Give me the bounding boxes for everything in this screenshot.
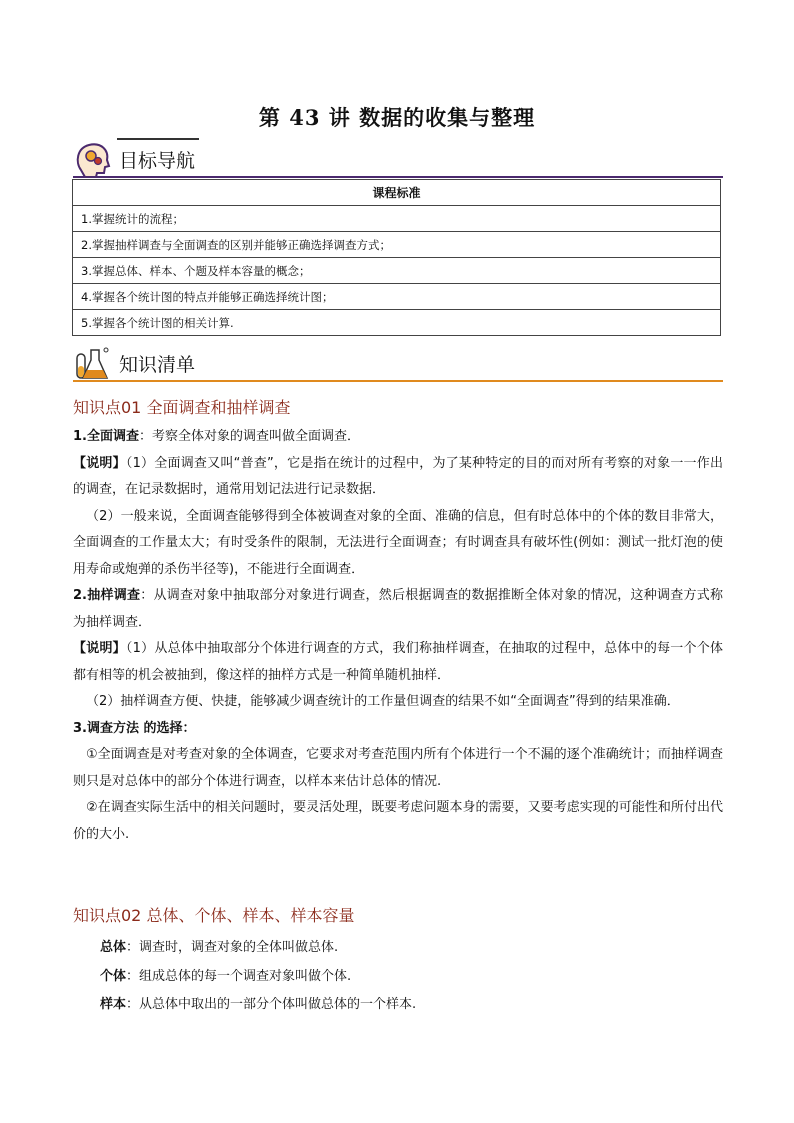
section-label: 目标导航 xyxy=(119,150,196,172)
term: 2.抽样调查 xyxy=(73,588,141,603)
list-item xyxy=(100,934,720,963)
list-item xyxy=(100,963,720,992)
subheading: 3.调查方法 的选择： xyxy=(73,720,196,736)
section-rule xyxy=(73,176,723,178)
divider xyxy=(117,138,199,140)
definition: ：调查时，调查对象的全体叫做总体. xyxy=(126,940,339,955)
note-tag: 【说明】 xyxy=(73,455,126,471)
term: 个体 xyxy=(100,968,127,984)
table-row: 1.掌握统计的流程； xyxy=(73,206,721,232)
brain-gears-icon xyxy=(73,140,113,178)
paragraph-text: ：考察全体对象的调查叫做全面调查． xyxy=(138,429,360,444)
term: 总体 xyxy=(100,940,127,955)
paragraph-text: （2）一般来说，全面调查能够得到全体被调查对象的全面、准确的信息，但有时总体中的个体的数目非常大，全面调查的工作量太大；有时受条件的限制，无法进行全面调查；有时调查具有破坏性(例如：测试一批灯泡的使用寿命或炮弹的杀伤半径等)，不能进行全面调查． xyxy=(73,508,723,577)
table-row: 2.掌握抽样调查与全面调查的区别并能够正确选择调查方式； xyxy=(73,232,721,258)
table-row: 4.掌握各个统计图的特点并能够正确选择统计图； xyxy=(73,284,721,310)
knowledge-point-title: 知识点01 全面调查和抽样调查 xyxy=(73,398,291,417)
definition-list xyxy=(100,934,720,1020)
knowledge-point-title: 知识点02 总体、个体、样本、样本容量 xyxy=(73,906,355,925)
paragraph-text: （1）从总体中抽取部分个体进行调查的方式，我们称抽样调查，在抽取的过程中，总体中的每一个个体都有相等的机会被抽到，像这样的抽样方式是一种简单随机抽样． xyxy=(73,641,723,683)
definition: ：从总体中取出的一部分个体叫做总体的一个样本. xyxy=(126,997,417,1012)
note-tag: 【说明】 xyxy=(73,641,126,656)
list-item xyxy=(100,991,720,1020)
table-row: 3.掌握总体、样本、个题及样本容量的概念； xyxy=(73,258,721,284)
term: 样本 xyxy=(100,997,127,1012)
paragraph-text: （2）抽样调查方便、快捷，能够减少调查统计的工作量但调查的结果不如“全面调查”得到的结果准确． xyxy=(86,694,680,709)
paragraph-text: （1）全面调查又叫“普查”，它是指在统计的过程中，为了某种特定的目的而对所有考察的对象一一作出的调查，在记录数据时，通常用划记法进行记录数据． xyxy=(73,455,723,497)
lab-flask-icon xyxy=(73,344,113,382)
paragraph-text: ：从调查对象中抽取部分对象进行调查，然后根据调查的数据推断全体对象的情况，这种调查方式称为抽样调查． xyxy=(73,588,723,630)
section-label: 知识清单 xyxy=(119,354,196,376)
page-title: 第 43 讲 数据的收集与整理 xyxy=(258,105,536,130)
paragraph-text: ②在调查实际生活中的相关问题时，要灵活处理，既要考虑问题本身的需要，又要考虑实现的可能性和所付出代价的大小. xyxy=(73,800,723,842)
definition: ：组成总体的每一个调查对象叫做个体. xyxy=(126,968,352,984)
curriculum-standards-table xyxy=(72,179,721,336)
paragraph-text: ①全面调查是对考查对象的全体调查，它要求对考查范围内所有个体进行一个不漏的逐个准确统计；而抽样调查则只是对总体中的部分个体进行调查，以样本来估计总体的情况. xyxy=(73,747,723,789)
section-header-knowledge xyxy=(73,342,723,382)
table-row: 5.掌握各个统计图的相关计算. xyxy=(73,310,721,336)
term: 1.全面调查 xyxy=(73,429,139,444)
section-header-goal xyxy=(73,138,723,178)
section-rule xyxy=(73,380,723,382)
knowledge-point-body xyxy=(73,424,723,848)
table-header: 课程标准 xyxy=(73,180,721,206)
